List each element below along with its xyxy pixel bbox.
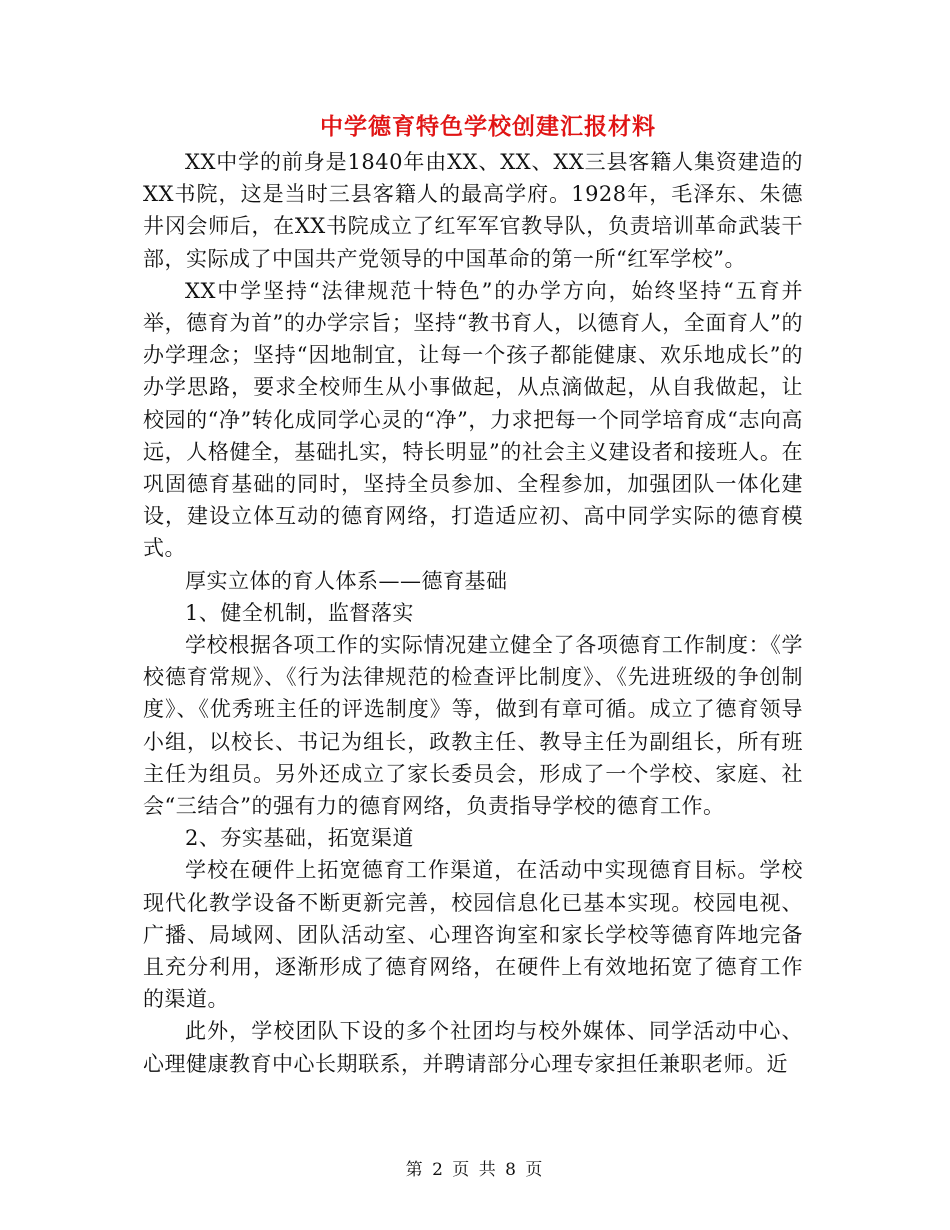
paragraph-channels: 学校在硬件上拓宽德育工作渠道，在活动中实现德育目标。学校现代化教学设备不断更新完善，校园信息化已基本实现。校园电视、广播、局域网、团队活动室、心理咨询室和家长学校等德育阵地完备且充分利用，逐渐形成了德育网络，在硬件上有效地拓宽了德育工作的渠道。 [143, 858, 803, 1012]
paragraph-mechanism: 学校根据各项工作的实际情况建立健全了各项德育工作制度：《学校德育常规》、《行为法律规范的检查评比制度》、《先进班级的争创制度》、《优秀班主任的评选制度》等，做到有章可循。成立了德育领导小组，以校长、书记为组长，政教主任、教导主任为副组长，所有班主任为组员。另外还成立了家长委员会，形成了一个学校、家庭、社会“三结合”的强有力的德育网络，负责指导学校的德育工作。 [143, 633, 803, 819]
section-heading: 厚实立体的育人体系——德育基础 [185, 568, 508, 593]
document-title: 中学德育特色学校创建汇报材料 [320, 113, 656, 140]
paragraph-philosophy: XX中学坚持“法律规范十特色”的办学方向，始终坚持“五育并举，德育为首”的办学宗旨；坚持“教书育人，以德育人，全面育人”的办学理念；坚持“因地制宜，让每一个孩子都能健康、欢乐地成长”的办学思路，要求全校师生从小事做起，从点滴做起，从自我做起，让校园的“净”转化成同学心灵的“净”，力求把每一个同学培育成“志向高远，人格健全，基础扎实，特长明显”的社会主义建设者和接班人。在巩固德育基础的同时，坚持全员参加、全程参加，加强团队一体化建设，建设立体互动的德育网络，打造适应初、高中同学实际的德育模式。 [143, 278, 803, 561]
page-number-footer: 第 2 页 共 8 页 [405, 1160, 545, 1180]
subsection-heading-1: 1、健全机制，监督落实 [185, 600, 414, 625]
document-page [143, 108, 803, 1080]
paragraph-history: XX中学的前身是1840年由XX、XX、XX三县客籍人集资建造的XX书院，这是当时三县客籍人的最高学府。1928年，毛泽东、朱德井冈会师后，在XX书院成立了红军军官教导队，负责培训革命武装干部，实际成了中国共产党领导的中国革命的第一所“红军学校”。 [143, 150, 803, 271]
subsection-heading-2: 2、夯实基础，拓宽渠道 [185, 826, 414, 851]
paragraph-additional: 此外，学校团队下设的多个社团均与校外媒体、同学活动中心、心理健康教育中心长期联系，并聘请部分心理专家担任兼职老师。近 [143, 1019, 803, 1076]
